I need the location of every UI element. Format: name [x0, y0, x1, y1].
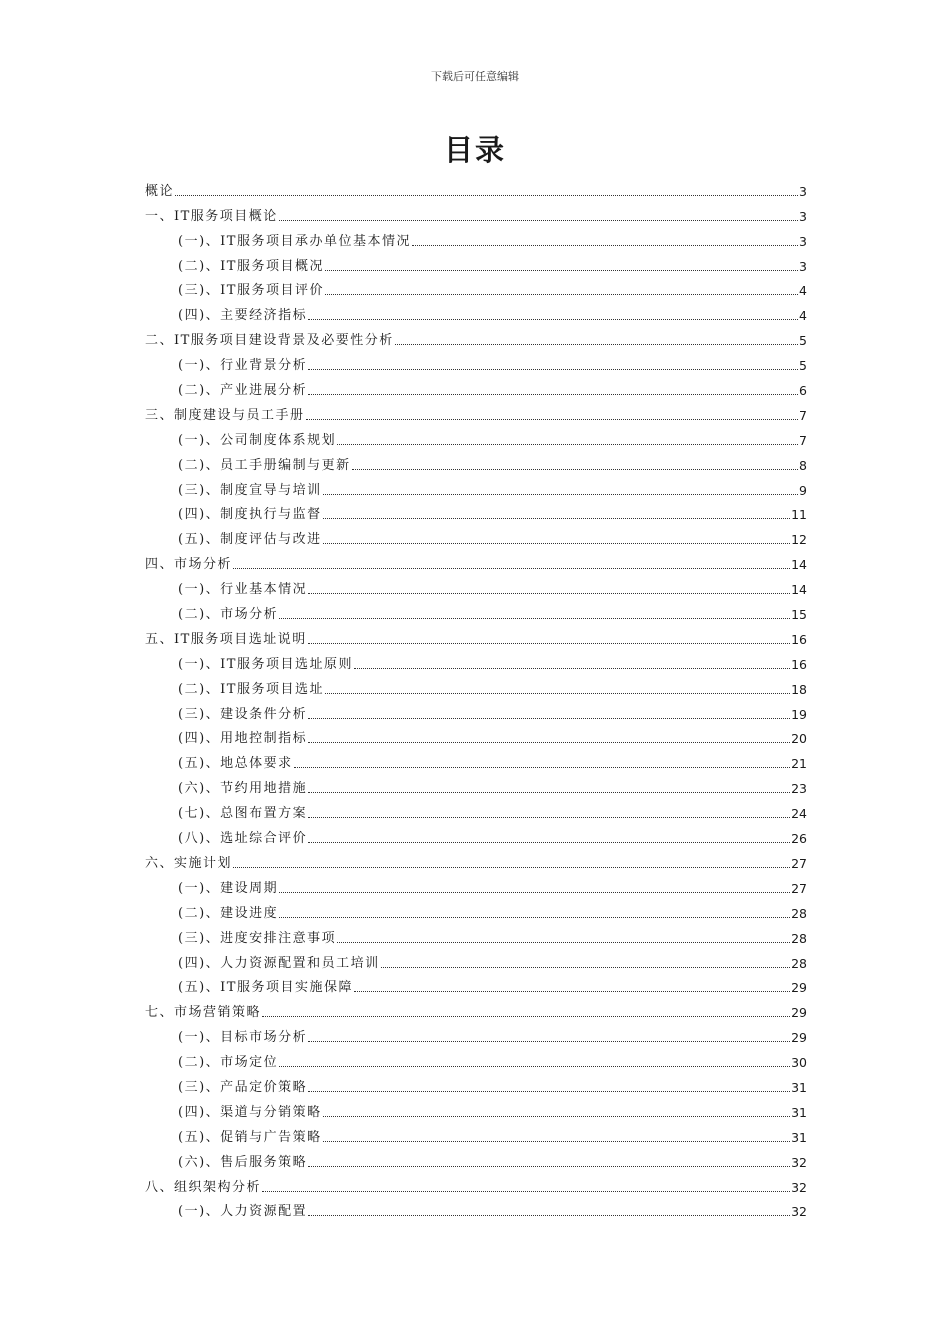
toc-entry-label: 三、制度建设与员工手册: [145, 407, 305, 423]
page-header-note: 下载后可任意编辑: [431, 70, 519, 83]
toc-dot-leader: [412, 245, 798, 246]
toc-entry-label: (五)、地总体要求: [178, 756, 293, 772]
toc-section-entry[interactable]: [145, 1021, 807, 1046]
toc-section-entry[interactable]: [145, 573, 807, 598]
toc-entry-page-number: 16: [791, 631, 807, 647]
toc-entry-label: (五)、制度评估与改进: [178, 532, 322, 548]
toc-dot-leader: [308, 1041, 790, 1042]
toc-dot-leader: [325, 294, 798, 295]
toc-dot-leader: [308, 1166, 790, 1167]
toc-section-entry[interactable]: [145, 1096, 807, 1121]
toc-entry-page-number: 7: [799, 407, 807, 423]
toc-dot-leader: [308, 1215, 790, 1216]
toc-entry-label: (二)、市场定位: [178, 1055, 279, 1071]
toc-chapter-entry[interactable]: [145, 996, 807, 1021]
toc-entry-label: 概论: [145, 183, 175, 199]
toc-section-entry[interactable]: [145, 523, 807, 548]
toc-section-entry[interactable]: [145, 947, 807, 972]
toc-section-entry[interactable]: [145, 872, 807, 897]
toc-entry-label: (一)、建设周期: [178, 880, 279, 896]
toc-entry-page-number: 31: [791, 1104, 807, 1120]
toc-dot-leader: [308, 792, 790, 793]
toc-entry-label: (一)、行业背景分析: [178, 358, 308, 374]
toc-entry-label: 二、IT服务项目建设背景及必要性分析: [145, 333, 394, 349]
toc-entry-page-number: 16: [791, 656, 807, 672]
toc-section-entry[interactable]: [145, 499, 807, 524]
toc-entry-page-number: 28: [791, 930, 807, 946]
toc-dot-leader: [175, 195, 798, 196]
toc-dot-leader: [352, 469, 798, 470]
toc-dot-leader: [308, 718, 790, 719]
toc-entry-page-number: 29: [791, 980, 807, 996]
toc-entry-page-number: 26: [791, 831, 807, 847]
toc-entry-page-number: 3: [799, 233, 807, 249]
toc-entry-page-number: 21: [791, 756, 807, 772]
toc-entry-page-number: 31: [791, 1129, 807, 1145]
toc-entry-label: (三)、产品定价策略: [178, 1079, 308, 1095]
toc-entry-page-number: 28: [791, 955, 807, 971]
toc-entry-label: (四)、渠道与分销策略: [178, 1104, 322, 1120]
toc-entry-label: (二)、市场分析: [178, 607, 279, 623]
toc-section-entry[interactable]: [145, 673, 807, 698]
toc-entry-page-number: 32: [791, 1204, 807, 1220]
toc-entry-label: (六)、节约用地措施: [178, 781, 308, 797]
toc-entry-label: 八、组织架构分析: [145, 1179, 262, 1195]
toc-dot-leader: [308, 643, 790, 644]
toc-dot-leader: [308, 394, 798, 395]
toc-dot-leader: [323, 543, 790, 544]
toc-entry-label: 四、市场分析: [145, 557, 233, 573]
toc-entry-page-number: 7: [799, 432, 807, 448]
toc-entry-page-number: 24: [791, 806, 807, 822]
toc-entry-label: (四)、制度执行与监督: [178, 507, 322, 523]
toc-entry-page-number: 8: [799, 457, 807, 473]
toc-dot-leader: [279, 220, 798, 221]
toc-section-entry[interactable]: [145, 374, 807, 399]
toc-dot-leader: [233, 568, 790, 569]
toc-entry-page-number: 5: [799, 358, 807, 374]
table-of-contents: [145, 175, 807, 1220]
toc-entry-label: (六)、售后服务策略: [178, 1154, 308, 1170]
toc-dot-leader: [308, 319, 798, 320]
toc-section-entry[interactable]: [145, 275, 807, 300]
toc-entry-label: (三)、制度宣导与培训: [178, 482, 322, 498]
toc-dot-leader: [308, 1091, 790, 1092]
toc-entry-label: (二)、IT服务项目概况: [178, 258, 324, 274]
toc-dot-leader: [308, 593, 790, 594]
toc-section-entry[interactable]: [145, 299, 807, 324]
toc-entry-page-number: 20: [791, 731, 807, 747]
toc-dot-leader: [325, 270, 798, 271]
toc-section-entry[interactable]: [145, 822, 807, 847]
toc-dot-leader: [395, 344, 798, 345]
toc-section-entry[interactable]: [145, 698, 807, 723]
toc-entry-page-number: 23: [791, 781, 807, 797]
toc-section-entry[interactable]: [145, 1121, 807, 1146]
toc-entry-page-number: 29: [791, 1005, 807, 1021]
toc-title: 目录: [443, 133, 506, 167]
toc-dot-leader: [308, 369, 798, 370]
toc-dot-leader: [337, 942, 790, 943]
toc-entry-label: (三)、进度安排注意事项: [178, 930, 337, 946]
toc-dot-leader: [337, 444, 798, 445]
toc-section-entry[interactable]: [145, 922, 807, 947]
toc-entry-label: (八)、选址综合评价: [178, 831, 308, 847]
toc-section-entry[interactable]: [145, 1196, 807, 1221]
toc-entry-page-number: 28: [791, 905, 807, 921]
toc-dot-leader: [233, 867, 790, 868]
toc-entry-page-number: 12: [791, 532, 807, 548]
toc-section-entry[interactable]: [145, 1146, 807, 1171]
toc-entry-page-number: 30: [791, 1055, 807, 1071]
toc-dot-leader: [323, 1141, 790, 1142]
toc-chapter-entry[interactable]: [145, 175, 807, 200]
toc-entry-label: (一)、IT服务项目承办单位基本情况: [178, 233, 411, 249]
toc-dot-leader: [323, 1116, 790, 1117]
toc-dot-leader: [323, 518, 790, 519]
toc-entry-page-number: 15: [791, 607, 807, 623]
toc-entry-page-number: 14: [791, 557, 807, 573]
toc-entry-page-number: 3: [799, 258, 807, 274]
toc-section-entry[interactable]: [145, 772, 807, 797]
toc-entry-label: (七)、总图布置方案: [178, 806, 308, 822]
toc-entry-label: (四)、人力资源配置和员工培训: [178, 955, 380, 971]
toc-section-entry[interactable]: [145, 897, 807, 922]
toc-entry-page-number: 27: [791, 880, 807, 896]
toc-entry-label: 五、IT服务项目选址说明: [145, 631, 307, 647]
toc-section-entry[interactable]: [145, 747, 807, 772]
toc-dot-leader: [279, 892, 790, 893]
toc-dot-leader: [381, 967, 790, 968]
toc-section-entry[interactable]: [145, 474, 807, 499]
toc-section-entry[interactable]: [145, 1071, 807, 1096]
toc-section-entry[interactable]: [145, 349, 807, 374]
toc-chapter-entry[interactable]: [145, 847, 807, 872]
toc-dot-leader: [262, 1016, 790, 1017]
toc-entry-label: (五)、IT服务项目实施保障: [178, 980, 353, 996]
toc-dot-leader: [354, 668, 790, 669]
toc-section-entry[interactable]: [145, 648, 807, 673]
toc-dot-leader: [279, 917, 790, 918]
toc-entry-label: (四)、主要经济指标: [178, 308, 308, 324]
toc-dot-leader: [323, 494, 798, 495]
toc-entry-page-number: 18: [791, 681, 807, 697]
toc-entry-page-number: 32: [791, 1179, 807, 1195]
toc-entry-page-number: 3: [799, 208, 807, 224]
toc-section-entry[interactable]: [145, 449, 807, 474]
toc-section-entry[interactable]: [145, 1046, 807, 1071]
toc-entry-page-number: 19: [791, 706, 807, 722]
toc-entry-page-number: 4: [799, 283, 807, 299]
toc-entry-page-number: 5: [799, 333, 807, 349]
toc-entry-page-number: 6: [799, 383, 807, 399]
toc-entry-label: (三)、建设条件分析: [178, 706, 308, 722]
toc-entry-label: (一)、人力资源配置: [178, 1204, 308, 1220]
toc-entry-label: 六、实施计划: [145, 855, 233, 871]
toc-dot-leader: [308, 742, 790, 743]
toc-entry-label: (四)、用地控制指标: [178, 731, 308, 747]
toc-section-entry[interactable]: [145, 250, 807, 275]
toc-entry-label: (二)、建设进度: [178, 905, 279, 921]
toc-section-entry[interactable]: [145, 972, 807, 997]
toc-entry-page-number: 11: [791, 507, 807, 523]
toc-section-entry[interactable]: [145, 424, 807, 449]
toc-entry-page-number: 14: [791, 582, 807, 598]
toc-chapter-entry[interactable]: [145, 399, 807, 424]
toc-dot-leader: [308, 817, 790, 818]
toc-dot-leader: [354, 991, 790, 992]
toc-dot-leader: [306, 419, 799, 420]
toc-dot-leader: [308, 842, 790, 843]
toc-section-entry[interactable]: [145, 225, 807, 250]
toc-entry-page-number: 29: [791, 1030, 807, 1046]
toc-dot-leader: [279, 618, 790, 619]
toc-dot-leader: [262, 1191, 790, 1192]
toc-entry-page-number: 32: [791, 1154, 807, 1170]
toc-entry-label: (三)、IT服务项目评价: [178, 283, 324, 299]
toc-entry-label: (二)、员工手册编制与更新: [178, 457, 351, 473]
toc-entry-label: (二)、产业进展分析: [178, 383, 308, 399]
toc-entry-label: 一、IT服务项目概论: [145, 208, 278, 224]
toc-entry-label: 七、市场营销策略: [145, 1005, 262, 1021]
toc-entry-label: (一)、公司制度体系规划: [178, 432, 337, 448]
toc-dot-leader: [279, 1066, 790, 1067]
toc-entry-label: (一)、行业基本情况: [178, 582, 308, 598]
toc-section-entry[interactable]: [145, 797, 807, 822]
toc-entry-label: (一)、IT服务项目选址原则: [178, 656, 353, 672]
toc-entry-label: (五)、促销与广告策略: [178, 1129, 322, 1145]
toc-chapter-entry[interactable]: [145, 324, 807, 349]
toc-section-entry[interactable]: [145, 598, 807, 623]
toc-entry-page-number: 31: [791, 1079, 807, 1095]
toc-entry-page-number: 9: [799, 482, 807, 498]
toc-entry-page-number: 27: [791, 855, 807, 871]
toc-entry-page-number: 4: [799, 308, 807, 324]
toc-section-entry[interactable]: [145, 723, 807, 748]
toc-entry-label: (一)、目标市场分析: [178, 1030, 308, 1046]
toc-dot-leader: [294, 767, 790, 768]
toc-dot-leader: [325, 693, 790, 694]
toc-entry-page-number: 3: [799, 183, 807, 199]
toc-chapter-entry[interactable]: [145, 623, 807, 648]
toc-entry-label: (二)、IT服务项目选址: [178, 681, 324, 697]
toc-chapter-entry[interactable]: [145, 200, 807, 225]
toc-chapter-entry[interactable]: [145, 1171, 807, 1196]
toc-chapter-entry[interactable]: [145, 548, 807, 573]
